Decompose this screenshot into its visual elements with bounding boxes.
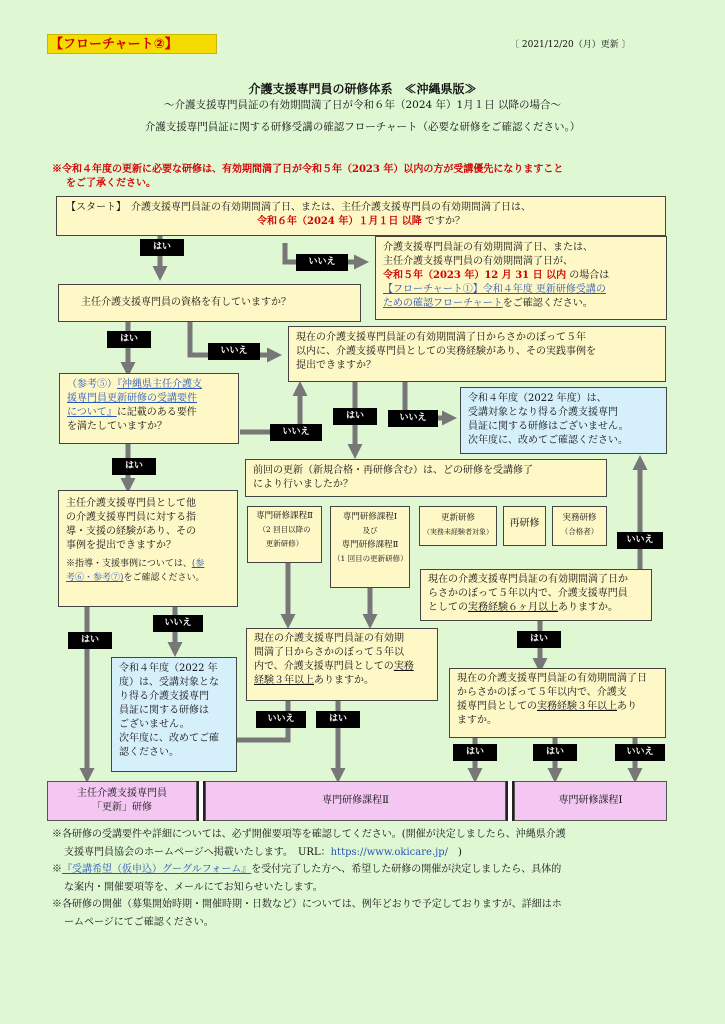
prev-line-5-rest: をご確認ください。 xyxy=(502,298,593,309)
exp3r-line-3-rest: あり xyxy=(617,701,637,712)
course-option-update-line-2: （実務未経験者対象） xyxy=(423,528,493,536)
no-training-info-box-2 xyxy=(111,657,237,772)
prev-date-highlight: 令和５年（2023 年）12 月 31 日 以内 xyxy=(383,270,567,281)
course-option-2nd-line-1: 専門研修課程Ⅱ xyxy=(256,511,313,521)
course-option-1st-line-1: 専門研修課程Ⅰ xyxy=(342,512,398,522)
info2-line-2: 度）は、受講対象とな xyxy=(119,677,219,688)
course-option-1st-update xyxy=(330,506,410,588)
start-line-2-rest: ですか？ xyxy=(421,216,465,227)
no-label-shido: いいえ xyxy=(153,615,203,632)
result-course-1 xyxy=(514,781,667,821)
experience-6m-box xyxy=(420,569,652,621)
footer-notes xyxy=(52,826,692,931)
result-shunin-line-2: 「更新」研修 xyxy=(92,802,152,813)
footer-line-6: ームページにてご確認ください。 xyxy=(64,916,214,928)
no-label-exp5: いいえ xyxy=(388,410,438,427)
info-line-2: 受講対象となり得る介護支援専門 xyxy=(468,407,618,418)
experience-3y-right-box xyxy=(449,668,666,738)
page-title: 介護支援専門員の研修体系 ≪沖縄県版≫ xyxy=(248,82,477,96)
course-option-practical-line-2: （合格者） xyxy=(560,527,599,536)
yes-label-ref5: はい xyxy=(112,458,156,475)
course-option-1st-line-4: （1 回目の更新研修） xyxy=(333,554,408,563)
result-shunin-update xyxy=(47,781,197,821)
info2-line-6: 次年度に、改めてご確 xyxy=(119,733,219,744)
course-option-update-line-1: 更新研修 xyxy=(440,513,475,523)
shido-line-1: 主任介護支援専門員として他 xyxy=(66,498,196,509)
ref5-link-2[interactable]: 援専門員更新研修の受講要件 xyxy=(67,393,197,404)
course-option-2nd-update xyxy=(247,506,322,563)
exp3m-line-4-rest: ありますか。 xyxy=(314,675,374,686)
previous-update-box xyxy=(245,459,607,497)
course-option-2nd-line-3: 更新研修） xyxy=(265,539,304,548)
info2-line-1: 令和４年度（2022 年 xyxy=(119,663,218,674)
yes-label-shido: はい xyxy=(68,632,112,649)
ref5-line-3-rest: に記載のある要件 xyxy=(116,407,197,418)
shido-ref-link-1[interactable]: (参 xyxy=(191,559,205,569)
shunin-question-box xyxy=(58,284,361,322)
reference5-box xyxy=(59,373,239,444)
footer-line-3-a: ※ xyxy=(52,864,62,875)
result-course-2 xyxy=(205,781,506,821)
exp3m-line-3-text: 内で、介護支援専門員としての xyxy=(254,661,394,672)
info-line-4: 次年度に、改めてご確認ください。 xyxy=(468,435,628,446)
no-label-start: いいえ xyxy=(296,254,348,271)
info2-line-5: ございません。 xyxy=(119,719,190,730)
prev-line-1: 介護支援専門員証の有効期間満了日、または、 xyxy=(383,242,593,253)
ref5-ref-label: （参考⑤） xyxy=(67,379,117,390)
ref5-line-3 xyxy=(67,406,231,420)
info2-line-7: 認ください。 xyxy=(119,747,179,758)
result-shunin-line-1: 主任介護支援専門員 xyxy=(77,788,167,799)
footer-line-5: ※各研修の開催（募集開始時期・開催時期・日数など）については、例年どおりで予定しておりますが、詳細はホ xyxy=(52,899,562,910)
info-line-3: 員証に関する研修はございません。 xyxy=(468,421,629,432)
shido-line-4: 事例を提出できますか？ xyxy=(66,540,176,551)
footer-line-1: ※各研修の受講要件や詳細については、必ず開催要項等を確認してください。(開催が決定しましたら、沖縄県介護 xyxy=(52,829,566,840)
guidance-experience-box xyxy=(58,490,238,607)
notice-line-1: ※令和４年度の更新に必要な研修は、有効期間満了日が令和５年（2023 年）以内の方が受講優先になりますこと xyxy=(52,164,564,175)
exp3m-highlight-b: 経験３年以上 xyxy=(254,675,314,686)
result-divider-1 xyxy=(197,781,205,821)
course-option-update-training xyxy=(419,506,497,546)
course-option-re-training xyxy=(503,506,546,546)
no-training-info-box xyxy=(460,387,667,454)
exp5-line-2: 以内に、介護支援専門員としての実務経験があり、その実践事例を xyxy=(296,346,596,357)
yes-label-exp3-mid: はい xyxy=(316,711,360,728)
ref5-line-1 xyxy=(67,378,231,392)
update-date: 〔 2021/12/20（月）更新 〕 xyxy=(510,40,631,50)
shido-note-1 xyxy=(66,557,230,571)
prev-line-5 xyxy=(383,297,659,311)
footer-line-2 xyxy=(52,844,692,862)
prev-line-3 xyxy=(383,269,659,283)
shido-line-3: 導・支援の経験があり、その xyxy=(66,526,196,537)
footer-line-2-a: 支援専門員協会のホームページへ掲載いたします。 URL： xyxy=(64,846,331,858)
exp5-line-1: 現在の介護支援専門員証の有効期間満了日からさかのぼって５年 xyxy=(296,332,586,343)
notice-line-2: をご了承ください。 xyxy=(66,178,156,189)
previous-flowchart-box xyxy=(375,236,667,320)
course-option-2nd-line-2: （2 回目以降の xyxy=(258,525,311,534)
no-label-exp3-mid: いいえ xyxy=(256,711,306,728)
result-course-2-label: 専門研修課程Ⅱ xyxy=(322,795,389,806)
exp3r-line-1: 現在の介護支援専門員証の有効期間満了日 xyxy=(457,673,647,684)
course-option-re-training-label: 再研修 xyxy=(509,518,540,529)
no-label-ref5: いいえ xyxy=(270,424,322,441)
exp3m-line-2: 間満了日からさかのぼって５年以 xyxy=(254,647,404,658)
page-subtitle-2: 介護支援専門員証に関する研修受講の確認フローチャート（必要な研修をご確認ください。） xyxy=(144,121,581,133)
exp6m-line-1: 現在の介護支援専門員証の有効期間満了日か xyxy=(428,574,628,585)
footer-url-link[interactable]: https://www.okicare.jp/ xyxy=(330,846,448,858)
experience-5y-box xyxy=(288,326,666,382)
course-option-1st-line-3: 専門研修課程Ⅱ xyxy=(341,540,399,550)
shido-note-2 xyxy=(66,571,230,585)
course-option-practical-line-1: 実務研修 xyxy=(562,513,597,523)
shunin-question-text: 主任介護支援専門員の資格を有していますか？ xyxy=(81,297,291,308)
exp3m-highlight-a: 実務 xyxy=(393,661,414,672)
yes-label-exp3-right-a: はい xyxy=(453,744,497,761)
result-divider-2 xyxy=(506,781,514,821)
start-line-2 xyxy=(64,215,658,229)
shido-line-2: の介護支援専門員に対する指 xyxy=(66,512,196,523)
yes-label-shunin: はい xyxy=(107,331,151,348)
shido-note-2-text: をご確認ください。 xyxy=(123,573,205,583)
prevupd-line-1: 前回の更新（新規合格・再研修含む）は、どの研修を受講修了 xyxy=(253,465,533,476)
exp3m-line-4 xyxy=(254,674,430,688)
yes-label-start: はい xyxy=(140,239,184,256)
exp3r-highlight: 実務経験３年以上 xyxy=(537,701,617,712)
exp3r-line-2: からさかのぼって５年以内で、介護支 xyxy=(457,687,627,698)
shido-ref-link-2[interactable]: 考⑥・参考⑦) xyxy=(66,573,124,583)
footer-line-4: な案内・開催要項等を、メールにてお知らせいたします。 xyxy=(64,881,323,893)
exp6m-line-3-a: としての xyxy=(428,602,468,613)
yes-label-exp5: はい xyxy=(333,408,377,425)
google-form-link[interactable]: 『受講希望（仮申込）グーグルフォーム』 xyxy=(62,864,252,875)
exp6m-line-3 xyxy=(428,601,644,615)
badge-text: 【フローチャート②】 xyxy=(50,37,178,52)
info2-line-4: 員証に関する研修は xyxy=(119,705,209,716)
start-line-1: 【スタート】 介護支援専門員証の有効期間満了日、または、主任介護支援専門員の有効期間満了日は、 xyxy=(66,202,531,213)
footer-line-3-b: を受付完了した方へ、希望した研修の開催が決定しましたら、具体的 xyxy=(251,864,562,875)
flowchart1-link-2[interactable]: ための確認フローチャート xyxy=(383,298,503,309)
course-option-1st-line-2: 及び xyxy=(362,526,378,535)
page-subtitle: ～介護支援専門員証の有効期間満了日が令和６年（2024 年）1月１日 以降の場合～ xyxy=(163,99,562,111)
footer-line-2-b: ) xyxy=(448,846,462,858)
exp5-line-3: 提出できますか？ xyxy=(296,360,376,371)
exp3r-line-3 xyxy=(457,700,658,714)
course-option-practical-training xyxy=(552,506,607,546)
prevupd-line-2: により行いましたか？ xyxy=(253,479,353,490)
no-label-shunin: いいえ xyxy=(208,343,260,360)
yes-label-exp3-right-b: はい xyxy=(533,744,577,761)
ref5-line-4: を満たしていますか？ xyxy=(67,421,167,432)
experience-3y-mid-box xyxy=(246,628,438,701)
exp6m-line-2: らさかのぼって５年以内で、介護支援専門員 xyxy=(428,588,628,599)
exp3r-line-3-text: 援専門員としての xyxy=(457,701,537,712)
footer-line-3 xyxy=(52,861,692,879)
start-question-box xyxy=(56,196,666,236)
exp3m-line-1: 現在の介護支援専門員証の有効期 xyxy=(254,633,404,644)
result-course-1-label: 専門研修課程Ⅰ xyxy=(558,795,623,806)
prev-line-3-rest: の場合は xyxy=(566,270,610,281)
start-date-highlight: 令和６年（2024 年）１月１日 以降 xyxy=(257,216,422,227)
flowchart1-link[interactable]: 【フローチャート①】令和４年度 更新研修受講の xyxy=(383,284,606,295)
exp3r-line-4: ますか。 xyxy=(457,715,497,726)
exp6m-highlight: 実務経験６ヶ月以上 xyxy=(468,602,558,613)
ref5-link-1[interactable]: 『沖縄県主任介護支 xyxy=(117,379,202,390)
info-line-1: 令和４年度（2022 年度）は、 xyxy=(468,393,607,404)
exp3m-line-3 xyxy=(254,660,430,674)
yes-label-exp6m: はい xyxy=(517,631,561,648)
prev-line-2: 主任介護支援専門員の有効期間満了日が、 xyxy=(383,256,573,267)
info2-line-3: り得る介護支援専門 xyxy=(119,691,209,702)
no-label-right: いいえ xyxy=(617,532,663,549)
ref5-link-3[interactable]: について』 xyxy=(67,407,117,418)
exp6m-line-3-c: ありますか。 xyxy=(558,602,618,613)
no-label-exp3-right: いいえ xyxy=(615,744,665,761)
shido-note-1-text: ※指導・支援事例については、 xyxy=(66,559,192,569)
